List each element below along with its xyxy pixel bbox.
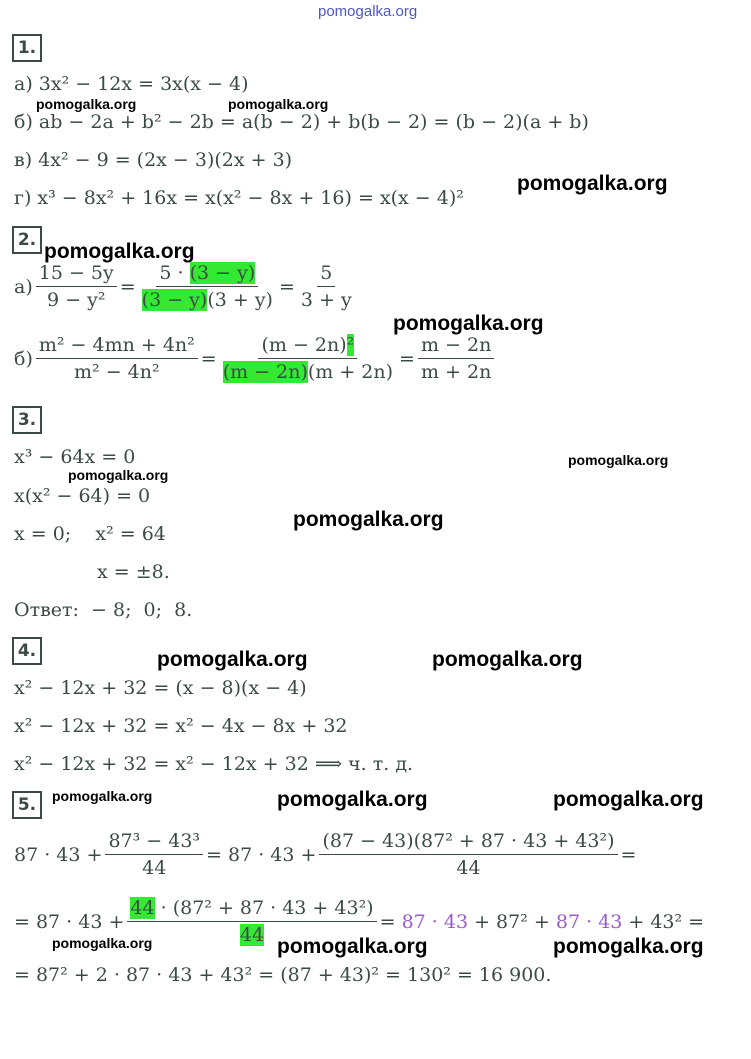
task4-line-3: x² − 12x + 32 = x² − 12x + 32 ⟹ ч. т. д. xyxy=(14,753,414,775)
watermark: pomogalka.org xyxy=(568,452,669,468)
denominator: 44 xyxy=(142,857,167,879)
watermark: pomogalka.org xyxy=(36,96,137,112)
task-number-2: 2. xyxy=(12,226,42,254)
watermark: pomogalka.org xyxy=(393,312,544,335)
task5-row-3: = 87² + 2 · 87 · 43 + 43² = (87 + 43)² = 130² = 16 900. xyxy=(14,964,552,986)
task5-r1-end: = xyxy=(620,843,637,866)
task3-line-3: x = 0; x² = 64 xyxy=(14,523,166,545)
equals-sign: = xyxy=(278,275,295,298)
denominator-text: (m + 2n) xyxy=(307,361,394,383)
denominator: 44 xyxy=(456,857,481,879)
highlight-cancel: (3 − y) xyxy=(141,289,208,311)
highlight-cancel: 44 xyxy=(239,924,265,946)
task3-line-4: x = ±8. xyxy=(97,561,170,583)
task-number-4: 4. xyxy=(12,637,42,665)
denominator xyxy=(220,359,396,383)
task2-b-fraction-2 xyxy=(220,334,396,383)
watermark-top: pomogalka.org xyxy=(318,3,418,20)
equals-sign: = xyxy=(399,347,415,370)
highlight-term-2: 87 · 43 xyxy=(555,910,623,933)
numerator-text: · (87² + 87 · 43 + 43²) xyxy=(154,897,374,919)
highlight-cancel: 44 xyxy=(130,897,155,919)
task-number-1: 1. xyxy=(12,34,42,62)
task4-line-1: x² − 12x + 32 = (x − 8)(x − 4) xyxy=(14,677,307,699)
watermark: pomogalka.org xyxy=(52,935,153,951)
task2-a-fraction-2 xyxy=(139,262,276,311)
denominator-text: (3 + y) xyxy=(207,289,273,311)
denominator: 3 + y xyxy=(300,289,352,311)
task-number-5: 5. xyxy=(12,791,42,819)
task1-line-a: а) 3x² − 12x = 3x(x − 4) xyxy=(14,73,249,95)
numerator: 15 − 5y xyxy=(36,262,117,287)
watermark: pomogalka.org xyxy=(553,788,704,811)
task5-r2-end: + 43² = xyxy=(622,910,705,933)
task-number-3: 3. xyxy=(12,406,42,434)
watermark: pomogalka.org xyxy=(44,240,195,263)
denominator xyxy=(237,922,267,946)
task2-line-a xyxy=(14,262,358,311)
watermark: pomogalka.org xyxy=(293,508,444,531)
task3-line-2: x(x² − 64) = 0 xyxy=(14,485,151,507)
task5-r2-prefix: = 87 · 43 + xyxy=(14,910,125,933)
numerator-text: (m − 2n) xyxy=(261,334,347,356)
task4-line-2: x² − 12x + 32 = x² − 4x − 8x + 32 xyxy=(14,715,348,737)
watermark: pomogalka.org xyxy=(553,935,704,958)
highlight-cancel: (m − 2n) xyxy=(222,361,308,383)
denominator: 9 − y² xyxy=(47,289,106,311)
numerator xyxy=(156,262,258,287)
task3-answer: Ответ: − 8; 0; 8. xyxy=(14,599,193,621)
numerator: m − 2n xyxy=(418,334,494,359)
numerator: 5 xyxy=(317,262,335,287)
equals-sign: = xyxy=(119,275,136,298)
numerator xyxy=(258,334,357,359)
equals-sign: = xyxy=(200,347,217,370)
numerator: 87³ − 43³ xyxy=(105,830,203,855)
denominator: m + 2n xyxy=(420,361,492,383)
denominator: m² − 4n² xyxy=(74,361,160,383)
highlight-cancel: (3 − y) xyxy=(189,262,256,284)
task1-line-g: г) x³ − 8x² + 16x = x(x² − 8x + 16) = x(x − 4)² xyxy=(14,187,464,209)
numerator: m² − 4mn + 4n² xyxy=(36,334,198,359)
task2-a-fraction-1 xyxy=(36,262,117,311)
watermark: pomogalka.org xyxy=(68,467,169,483)
highlight-cancel: ² xyxy=(346,334,355,356)
watermark: pomogalka.org xyxy=(277,935,428,958)
numerator: (87 − 43)(87² + 87 · 43 + 43²) xyxy=(319,830,617,855)
task5-r2-plus: + 87² + xyxy=(468,910,556,933)
task2-b-fraction-1 xyxy=(36,334,198,383)
task2-a-fraction-3 xyxy=(298,262,355,311)
task3-line-1: x³ − 64x = 0 xyxy=(14,446,136,468)
numerator xyxy=(127,897,376,922)
denominator xyxy=(139,287,276,311)
task2-b-label: б) xyxy=(14,347,33,370)
watermark: pomogalka.org xyxy=(517,172,668,195)
watermark: pomogalka.org xyxy=(52,788,153,804)
task5-r1-fraction-1 xyxy=(105,830,203,879)
watermark: pomogalka.org xyxy=(432,648,583,671)
watermark: pomogalka.org xyxy=(277,788,428,811)
task5-r1-middle: = 87 · 43 + xyxy=(206,843,317,866)
task5-r1-fraction-2 xyxy=(319,830,617,879)
numerator-text: 5 · xyxy=(159,262,190,284)
task2-a-label: а) xyxy=(14,275,33,298)
task2-b-fraction-3 xyxy=(418,334,494,383)
watermark: pomogalka.org xyxy=(157,648,308,671)
watermark: pomogalka.org xyxy=(228,96,329,112)
task5-r1-prefix: 87 · 43 + xyxy=(14,843,103,866)
task1-line-v: в) 4x² − 9 = (2x − 3)(2x + 3) xyxy=(14,149,293,171)
task2-line-b xyxy=(14,334,497,383)
highlight-term-1: 87 · 43 xyxy=(401,910,469,933)
task5-row-1 xyxy=(14,830,636,879)
task1-line-b: б) ab − 2a + b² − 2b = a(b − 2) + b(b − 2) = (b − 2)(a + b) xyxy=(14,111,589,133)
equals-sign: = xyxy=(379,910,396,933)
